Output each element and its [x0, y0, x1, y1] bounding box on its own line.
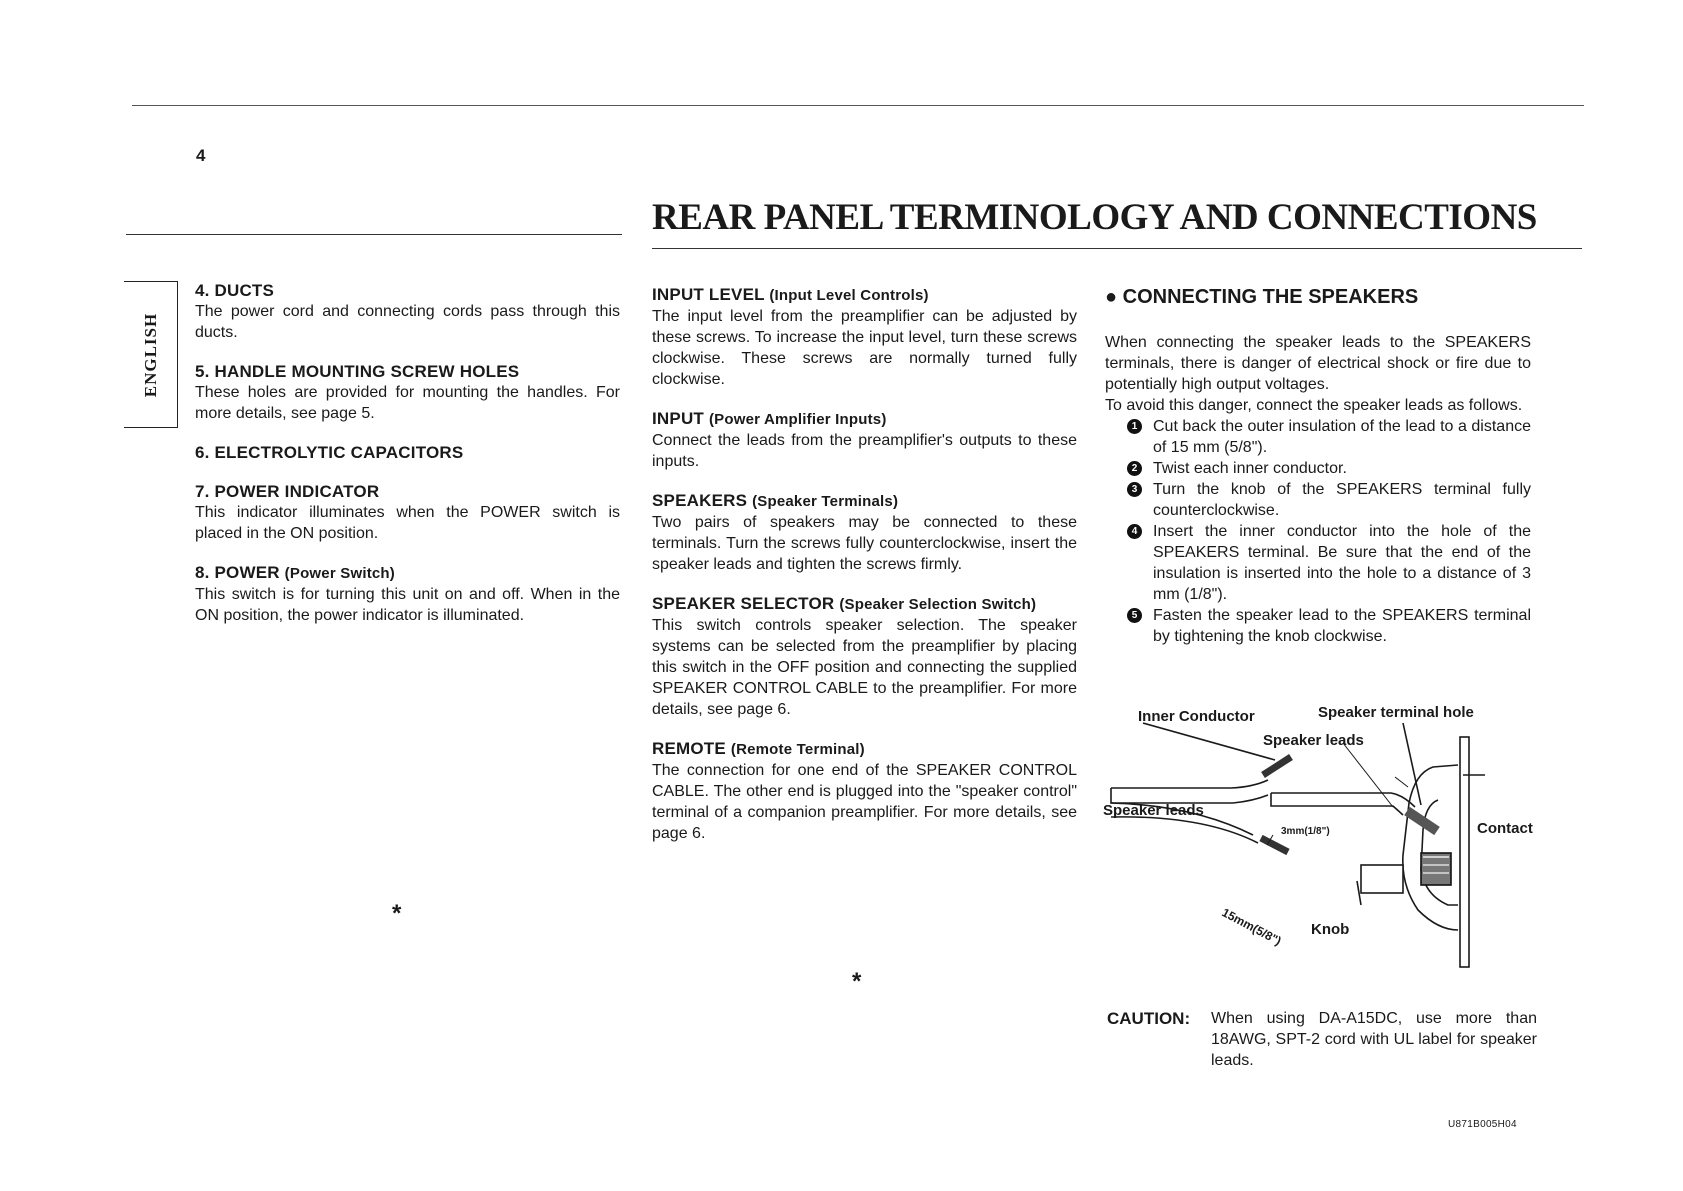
step-text: Fasten the speaker lead to the SPEAKERS terminal by tightening the knob clockwise.	[1153, 607, 1531, 645]
step-item	[1105, 605, 1531, 647]
section-heading: 6. ELECTROLYTIC CAPACITORS	[195, 443, 464, 462]
section-power-indicator	[195, 481, 620, 544]
column-left	[195, 280, 620, 644]
top-rule	[132, 105, 1584, 106]
step-number: 1	[1127, 419, 1142, 434]
step-text: Twist each inner conductor.	[1153, 460, 1347, 477]
section-input-level	[652, 284, 1077, 390]
heading-main: INPUT LEVEL	[652, 285, 765, 304]
section-heading: 5. HANDLE MOUNTING SCREW HOLES	[195, 362, 520, 381]
heading-main: SPEAKERS	[652, 491, 748, 510]
heading-sub: (Input Level Controls)	[769, 287, 929, 304]
section-heading	[652, 408, 1077, 430]
section-input	[652, 408, 1077, 472]
label-speaker-leads-top: Speaker leads	[1263, 732, 1364, 749]
asterisk-left: *	[392, 900, 402, 927]
caution-block	[1107, 1008, 1537, 1071]
heading-main: SPEAKER SELECTOR	[652, 594, 835, 613]
column-right	[1105, 287, 1531, 647]
section-ducts	[195, 280, 620, 343]
heading-sub: (Power Amplifier Inputs)	[708, 411, 887, 428]
heading-main: REMOTE	[652, 739, 726, 758]
section-body: The input level from the preamplifier can be adjusted by these screws. To increase the input level, turn these screws clockwise. These screws are normally turned fully clockwise.	[652, 308, 1077, 388]
section-remote	[652, 738, 1077, 844]
label-terminal-hole: Speaker terminal hole	[1318, 705, 1474, 721]
section-speaker-selector	[652, 593, 1077, 720]
section-speakers	[652, 490, 1077, 575]
section-heading	[652, 738, 1077, 760]
steps-list	[1105, 416, 1531, 647]
section-body: Connect the leads from the preamplifier's outputs to these inputs.	[652, 432, 1077, 470]
section-body: The connection for one end of the SPEAKER CONTROL CABLE. The other end is plugged into the "speaker control" terminal of a companion preamplifier. For more details, see page 6.	[652, 762, 1077, 842]
step-item	[1105, 521, 1531, 605]
section-handle-holes	[195, 361, 620, 424]
asterisk-middle: *	[852, 968, 862, 995]
step-item	[1105, 416, 1531, 458]
section-heading	[652, 490, 1077, 512]
section-body: Two pairs of speakers may be connected to these terminals. Turn the screws fully counterclockwise, insert the speaker leads and tighten the screws firmly.	[652, 514, 1077, 573]
step-number: 5	[1127, 608, 1142, 623]
section-heading: 7. POWER INDICATOR	[195, 482, 380, 501]
label-speaker-leads-left: Speaker leads	[1103, 802, 1204, 819]
section-body: This switch controls speaker selection. The speaker systems can be selected from the preamplifier by placing this switch in the OFF position and connecting the supplied SPEAKER CONTROL CABLE to the preamplifier. For more details, see page 6.	[652, 617, 1077, 718]
heading-main: 8. POWER	[195, 563, 280, 582]
page-number: 4	[196, 146, 206, 165]
label-contact: Contact	[1477, 820, 1533, 837]
step-text: Turn the knob of the SPEAKERS terminal fully counterclockwise.	[1153, 481, 1531, 519]
language-tab	[124, 281, 178, 428]
step-number: 2	[1127, 461, 1142, 476]
intro-paragraph-2: To avoid this danger, connect the speaker leads as follows.	[1105, 397, 1523, 414]
header-rule-right	[652, 248, 1582, 249]
caution-text: When using DA-A15DC, use more than 18AWG, SPT-2 cord with UL label for speaker leads.	[1211, 1010, 1537, 1069]
heading-sub: (Remote Terminal)	[730, 741, 865, 758]
rear-panel-plate	[1460, 737, 1469, 967]
section-heading	[652, 593, 1077, 615]
section-capacitors	[195, 442, 620, 463]
speaker-terminal-diagram	[1103, 705, 1543, 975]
page-title: REAR PANEL TERMINOLOGY AND CONNECTIONS	[652, 197, 1537, 238]
caution-label: CAUTION:	[1107, 1009, 1191, 1028]
section-body: This indicator illuminates when the POWER switch is placed in the ON position.	[195, 504, 620, 542]
step-text: Insert the inner conductor into the hole of the SPEAKERS terminal. Be sure that the end of the insulation is inserted into the hole to a distance of 3 mm (1/8").	[1153, 523, 1531, 603]
step-text: Cut back the outer insulation of the lead to a distance of 15 mm (5/8").	[1153, 418, 1531, 456]
intro-paragraph: When connecting the speaker leads to the SPEAKERS terminals, there is danger of electrical shock or fire due to potentially high output voltages.	[1105, 334, 1531, 393]
step-item	[1105, 458, 1531, 479]
step-number: 3	[1127, 482, 1142, 497]
footer-code: U871B005H04	[1448, 1119, 1517, 1130]
step-number: 4	[1127, 524, 1142, 539]
header-rule-left	[126, 234, 622, 235]
label-3mm: 3mm(1/8")	[1281, 826, 1330, 837]
section-heading	[652, 284, 1077, 306]
heading-sub: (Speaker Selection Switch)	[839, 596, 1037, 613]
heading-sub: (Speaker Terminals)	[752, 493, 899, 510]
heading-main: INPUT	[652, 409, 704, 428]
column-middle	[652, 284, 1077, 862]
label-knob: Knob	[1311, 921, 1350, 938]
section-body: These holes are provided for mounting the handles. For more details, see page 5.	[195, 384, 620, 422]
section-heading: 4. DUCTS	[195, 281, 275, 300]
label-inner-conductor: Inner Conductor	[1138, 708, 1255, 725]
knob-shaft	[1361, 865, 1403, 893]
section-heading	[195, 562, 620, 584]
language-label: ENGLISH	[140, 312, 160, 397]
section-power-switch	[195, 562, 620, 626]
connecting-speakers-heading: ● CONNECTING THE SPEAKERS	[1105, 286, 1419, 308]
label-15mm: 15mm(5/8")	[1219, 905, 1284, 949]
heading-sub: (Power Switch)	[284, 565, 395, 582]
section-body: The power cord and connecting cords pass through this ducts.	[195, 303, 620, 341]
section-body: This switch is for turning this unit on and off. When in the ON position, the power indicator is illuminated.	[195, 586, 620, 624]
step-item	[1105, 479, 1531, 521]
